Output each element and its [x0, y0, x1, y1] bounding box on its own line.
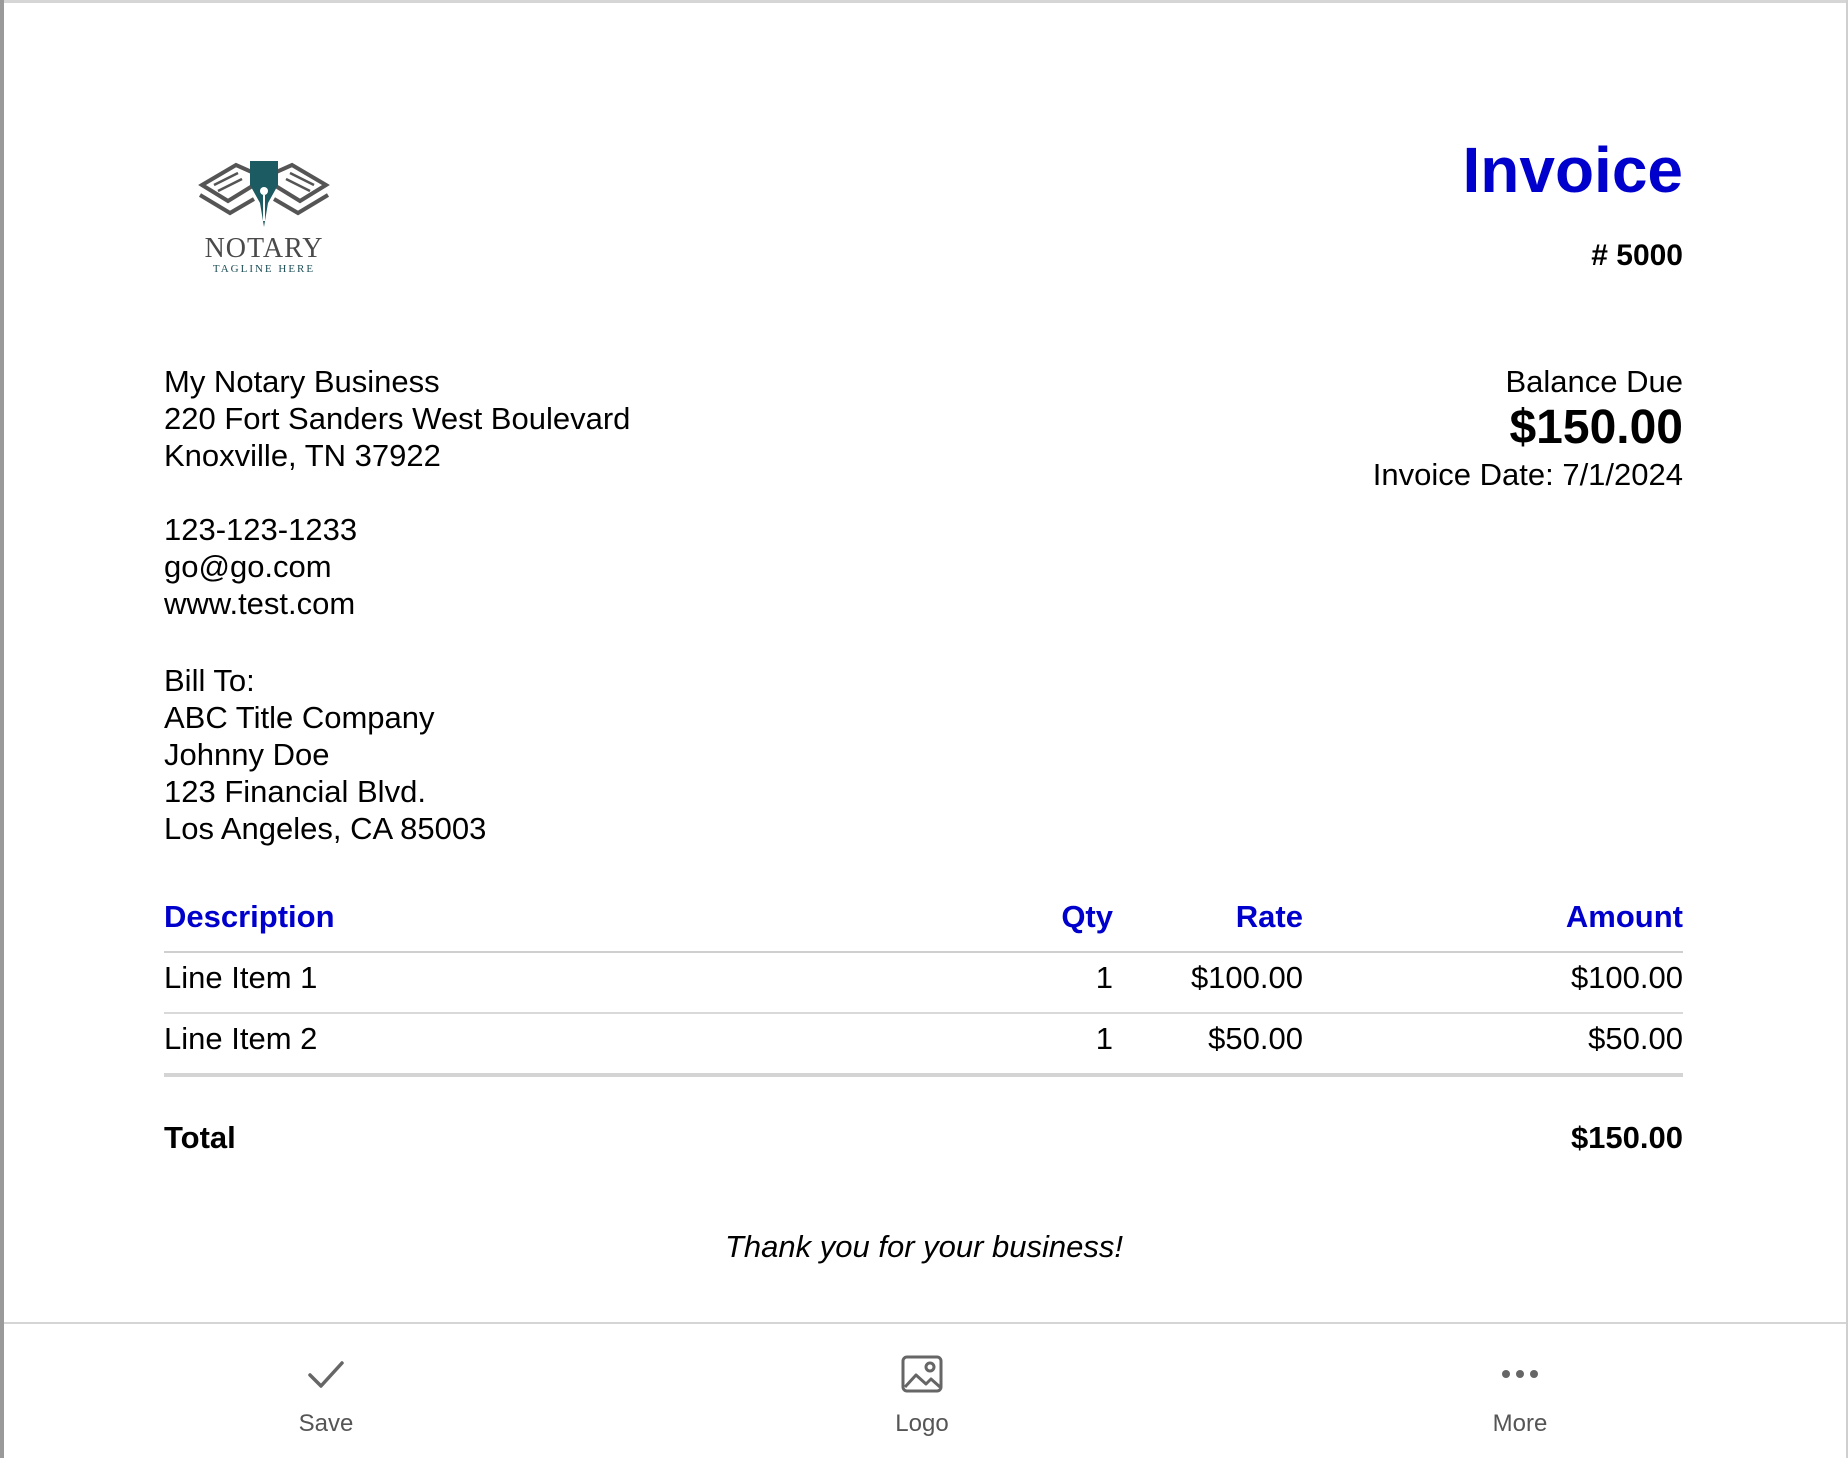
- business-website: www.test.com: [164, 586, 356, 621]
- row-description: Line Item 1: [164, 960, 318, 995]
- row-qty: 1: [1095, 960, 1113, 995]
- table-header: [164, 892, 1683, 953]
- balance-due-amount: $150.00: [1509, 401, 1683, 454]
- business-phone: 123-123-1233: [164, 512, 358, 547]
- header-description: Description: [164, 899, 335, 934]
- business-logo: [196, 155, 332, 277]
- business-address: [164, 363, 630, 474]
- row-description: Line Item 2: [164, 1021, 318, 1056]
- invoice-date: Invoice Date: 7/1/2024: [1372, 457, 1683, 492]
- balance-due-label: Balance Due: [1505, 364, 1683, 399]
- row-qty: 1: [1095, 1021, 1113, 1056]
- logo-label: Logo: [895, 1410, 949, 1437]
- business-name: My Notary Business: [164, 364, 440, 399]
- header-rate: Rate: [1235, 899, 1303, 934]
- checkmark-icon: [304, 1352, 348, 1396]
- save-label: Save: [298, 1410, 354, 1437]
- line-items-table: [164, 892, 1683, 1077]
- business-address-line1: 220 Fort Sanders West Boulevard: [164, 401, 631, 436]
- balance-summary: [1373, 363, 1683, 493]
- invoice-title: Invoice: [1462, 134, 1683, 206]
- total-amount: $150.00: [1570, 1120, 1683, 1155]
- business-contact: [164, 511, 357, 622]
- bottom-toolbar: [4, 1322, 1846, 1458]
- image-icon: [900, 1352, 944, 1396]
- more-button[interactable]: [1420, 1324, 1620, 1458]
- total-label: Total: [164, 1120, 236, 1155]
- header-qty: Qty: [1061, 899, 1113, 934]
- total-row: [164, 1113, 1683, 1163]
- invoice-number: # 5000: [1591, 239, 1683, 272]
- table-row[interactable]: [164, 1014, 1683, 1077]
- bill-to-address-line1: 123 Financial Blvd.: [164, 774, 426, 809]
- logo-button[interactable]: [822, 1324, 1022, 1458]
- bill-to-block: [164, 662, 486, 847]
- business-address-line2: Knoxville, TN 37922: [164, 438, 441, 473]
- logo-wordmark: NOTARY: [204, 233, 324, 264]
- thank-you-note: Thank you for your business!: [724, 1229, 1124, 1264]
- bill-to-company: ABC Title Company: [164, 700, 435, 735]
- more-label: More: [1492, 1410, 1548, 1437]
- ellipsis-icon: [1498, 1352, 1542, 1396]
- frame-top-border: [0, 0, 1848, 3]
- row-rate: $100.00: [1190, 960, 1303, 995]
- save-button[interactable]: [226, 1324, 426, 1458]
- table-row[interactable]: [164, 953, 1683, 1014]
- notary-pen-icon: [196, 155, 332, 235]
- bill-to-address-line2: Los Angeles, CA 85003: [164, 811, 487, 846]
- row-amount: $50.00: [1588, 1021, 1683, 1056]
- logo-tagline: TAGLINE HERE: [212, 263, 316, 275]
- row-amount: $100.00: [1570, 960, 1683, 995]
- row-rate: $50.00: [1208, 1021, 1303, 1056]
- business-email: go@go.com: [164, 549, 332, 584]
- header-amount: Amount: [1565, 899, 1683, 934]
- bill-to-label: Bill To:: [164, 663, 255, 698]
- bill-to-contact: Johnny Doe: [164, 737, 330, 772]
